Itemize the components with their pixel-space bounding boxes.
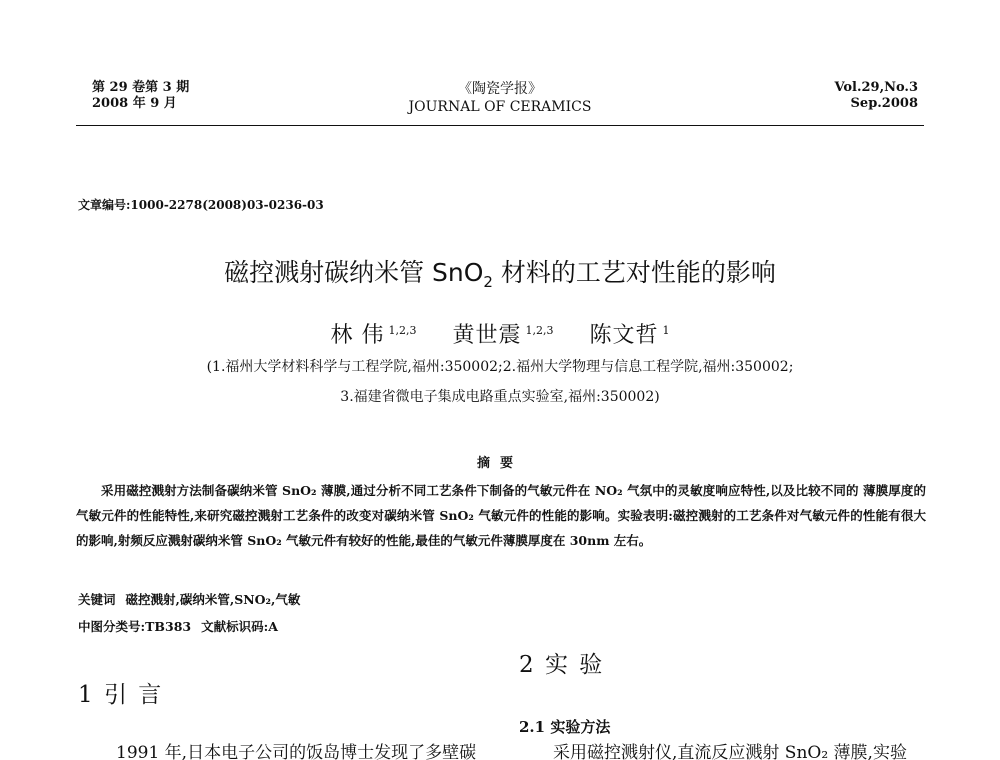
author-affiliation-mark: 1,2,3 bbox=[388, 323, 417, 337]
author-list bbox=[0, 318, 1000, 349]
publication-date: Sep.2008 bbox=[850, 96, 918, 111]
keywords bbox=[78, 590, 300, 608]
author bbox=[330, 323, 416, 348]
affiliation-line-2: 3.福建省微电子集成电路重点实验室,福州:350002) bbox=[340, 389, 660, 405]
keywords-value: 磁控溅射,碳纳米管,SNO₂,气敏 bbox=[125, 592, 301, 607]
author bbox=[590, 323, 670, 348]
clc-value: TB383 bbox=[145, 619, 192, 634]
author-name: 陈文哲 bbox=[589, 323, 659, 348]
title-subscript: 2 bbox=[483, 273, 493, 291]
author-name: 林 伟 bbox=[330, 323, 385, 348]
paper-title bbox=[0, 253, 1000, 291]
article-number: 文章编号:1000-2278(2008)03-0236-03 bbox=[78, 198, 324, 212]
subsection-heading-method: 2.1 实验方法 bbox=[519, 718, 611, 736]
doc-code-label: 文献标识码: bbox=[201, 619, 269, 634]
author-affiliation-mark: 1,2,3 bbox=[525, 323, 554, 337]
running-header-right bbox=[834, 80, 918, 112]
section-heading-introduction: 1 引 言 bbox=[78, 682, 164, 708]
author bbox=[452, 323, 553, 348]
issue-volume: 第 29 卷第 3 期 bbox=[92, 80, 190, 95]
affiliation-line-1: (1.福州大学材料科学与工程学院,福州:350002;2.福州大学物理与信息工程学院,福州:350002; bbox=[206, 359, 794, 375]
section-heading-experiment: 2 实 验 bbox=[519, 652, 605, 678]
abstract-heading: 摘要 bbox=[476, 456, 523, 471]
abstract-text: 采用磁控溅射方法制备碳纳米管 SnO₂ 薄膜,通过分析不同工艺条件下制备的气敏元件在 NO₂ 气氛中的灵敏度响应特性,以及比较不同的 薄膜厚度的气敏元件的性能特性,来研究磁控溅射工艺条件的改变对碳纳米管 SnO₂ 气敏元件的性能的影响。实验表明:磁控溅射的工艺条件对气敏元件的性能有很大的影响,射频反应溅射碳纳米管 SnO₂ 气敏元件有较好的性能,最佳的气敏元件薄膜厚度在 30nm 左右。 bbox=[76, 483, 926, 548]
classification bbox=[78, 617, 278, 635]
journal-name-cn: 《陶瓷学报》 bbox=[458, 81, 542, 97]
header-rule bbox=[76, 125, 924, 126]
body-text-left-column: 1991 年,日本电子公司的饭岛博士发现了多壁碳 bbox=[116, 743, 477, 760]
clc-label: 中图分类号: bbox=[78, 619, 146, 634]
doc-code-value: A bbox=[268, 619, 278, 634]
volume-number: Vol.29,No.3 bbox=[834, 80, 918, 95]
title-part-pre: 磁控溅射碳纳米管 SnO bbox=[224, 258, 484, 287]
author-name: 黄世震 bbox=[452, 323, 522, 348]
journal-name-en: JOURNAL OF CERAMICS bbox=[408, 99, 592, 115]
body-text-right-column: 采用磁控溅射仪,直流反应溅射 SnO₂ 薄膜,实验 bbox=[553, 743, 907, 760]
title-part-post: 材料的工艺对性能的影响 bbox=[492, 258, 776, 287]
keywords-label: 关键词 bbox=[78, 592, 116, 607]
abstract-body bbox=[76, 478, 926, 553]
issue-date: 2008 年 9 月 bbox=[92, 96, 177, 111]
author-affiliation-mark: 1 bbox=[662, 323, 670, 337]
